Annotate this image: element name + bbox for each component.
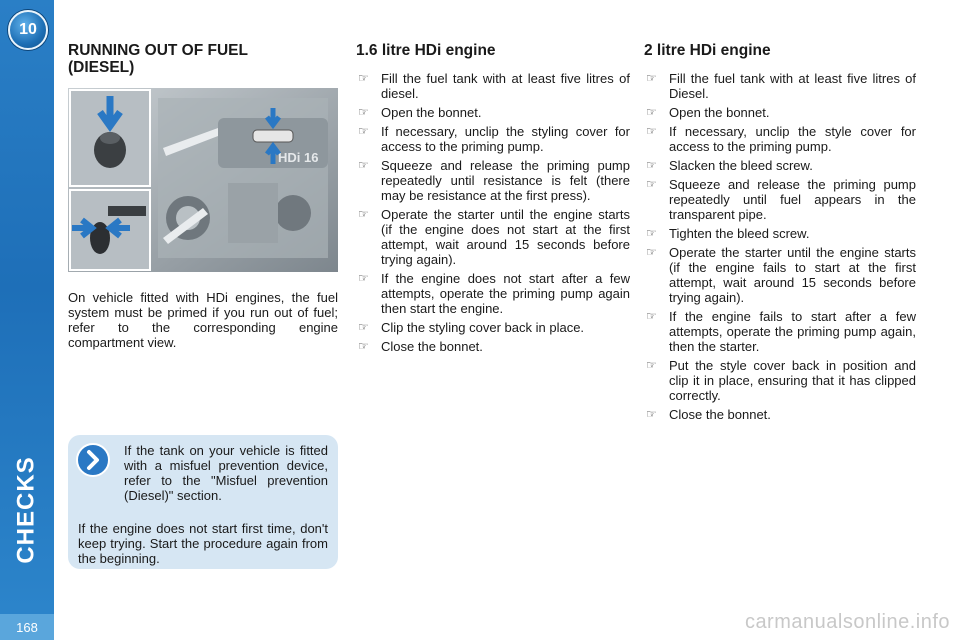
engine-1-6-heading: 1.6 litre HDi engine [356, 42, 496, 59]
list-item: ☞ Open the bonnet. [358, 105, 482, 120]
page-title-line1: RUNNING OUT OF FUEL [68, 42, 248, 59]
engine-1-6-column [356, 42, 630, 358]
engine-2-0-column [644, 42, 916, 426]
page-number: 168 [0, 614, 54, 640]
watermark: carmanualsonline.info [744, 611, 950, 633]
list-item: ☞ Slacken the bleed screw. [646, 158, 813, 173]
pointing-hand-icon: ☞ [358, 71, 369, 85]
note-text-1: If the tank on your vehicle is fitted with a misfuel prevention device, refer to the "Misfuel prevention (Diesel)" section. [124, 443, 328, 503]
engine-2-0-steps [644, 71, 916, 422]
engine-illustration [68, 88, 338, 272]
chapter-number-badge: 10 [8, 10, 48, 50]
list-item: ☞ Close the bonnet. [646, 407, 771, 422]
pointing-hand-icon: ☞ [646, 177, 657, 191]
list-item: ☞ Tighten the bleed screw. [646, 226, 810, 241]
pointing-hand-icon: ☞ [358, 158, 369, 172]
list-item: ☞ Fill the fuel tank with at least five litres of Diesel. [646, 71, 916, 101]
note-paragraph-2: If the engine does not start first time, don't keep trying. Start the procedure again from the beginning. [78, 521, 328, 566]
list-item: ☞ If the engine does not start after a few attempts, operate the priming pump again then start the engine. [358, 271, 630, 316]
pointing-hand-icon: ☞ [646, 407, 657, 421]
list-item: ☞ Squeeze and release the priming pump repeatedly until fuel appears in the transparent pipe. [646, 177, 916, 222]
list-item: ☞ Operate the starter until the engine starts (if the engine fails to start at the first attempt, wait around 15 seconds before trying again). [646, 245, 916, 305]
list-item: ☞ If necessary, unclip the styling cover for access to the priming pump. [358, 124, 630, 154]
page-title [68, 42, 338, 76]
pointing-hand-icon: ☞ [358, 320, 369, 334]
chapter-sidebar [0, 0, 54, 640]
pointing-hand-icon: ☞ [646, 245, 657, 259]
engine-2-0-heading: 2 litre HDi engine [644, 42, 771, 59]
pointing-hand-icon: ☞ [358, 207, 369, 221]
pointing-hand-icon: ☞ [646, 358, 657, 372]
engine-cover-badge: HDi 16 [278, 150, 319, 165]
pointing-hand-icon: ☞ [358, 339, 369, 353]
section-label [2, 420, 52, 600]
section-label-text: CHECKS [13, 456, 40, 564]
info-note-box [68, 435, 338, 569]
note-paragraph-1 [78, 443, 328, 503]
pointing-hand-icon: ☞ [358, 105, 369, 119]
list-item: ☞ Put the style cover back in position and clip it in place, ensuring that it has clipped correctly. [646, 358, 916, 403]
pointing-hand-icon: ☞ [646, 124, 657, 138]
pointing-hand-icon: ☞ [358, 124, 369, 138]
pointing-hand-icon: ☞ [646, 226, 657, 240]
pointing-hand-icon: ☞ [646, 105, 657, 119]
page-title-line2: (DIESEL) [68, 59, 135, 76]
list-item: ☞ Open the bonnet. [646, 105, 770, 120]
list-item: ☞ Fill the fuel tank with at least five litres of diesel. [358, 71, 630, 101]
engine-compartment-image [68, 88, 338, 272]
list-item: ☞ If the engine fails to start after a few attempts, operate the priming pump again, then the starter. [646, 309, 916, 354]
list-item: ☞ If necessary, unclip the style cover for access to the priming pump. [646, 124, 916, 154]
list-item: ☞ Squeeze and release the priming pump repeatedly until resistance is felt (there may be resistance at the first press). [358, 158, 630, 203]
pointing-hand-icon: ☞ [646, 158, 657, 172]
list-item: ☞ Close the bonnet. [358, 339, 483, 354]
list-item: ☞ Clip the styling cover back in place. [358, 320, 585, 335]
pointing-hand-icon: ☞ [358, 271, 369, 285]
intro-paragraph: On vehicle fitted with HDi engines, the fuel system must be primed if you run out of fuel; refer to the corresponding engine compartment view. [68, 290, 338, 350]
pointing-hand-icon: ☞ [646, 309, 657, 323]
pointing-hand-icon: ☞ [646, 71, 657, 85]
engine-1-6-steps [356, 71, 630, 354]
list-item: ☞ Operate the starter until the engine starts (if the engine does not start at the first attempt, wait around 15 seconds before trying again). [358, 207, 630, 267]
left-column [68, 42, 338, 76]
